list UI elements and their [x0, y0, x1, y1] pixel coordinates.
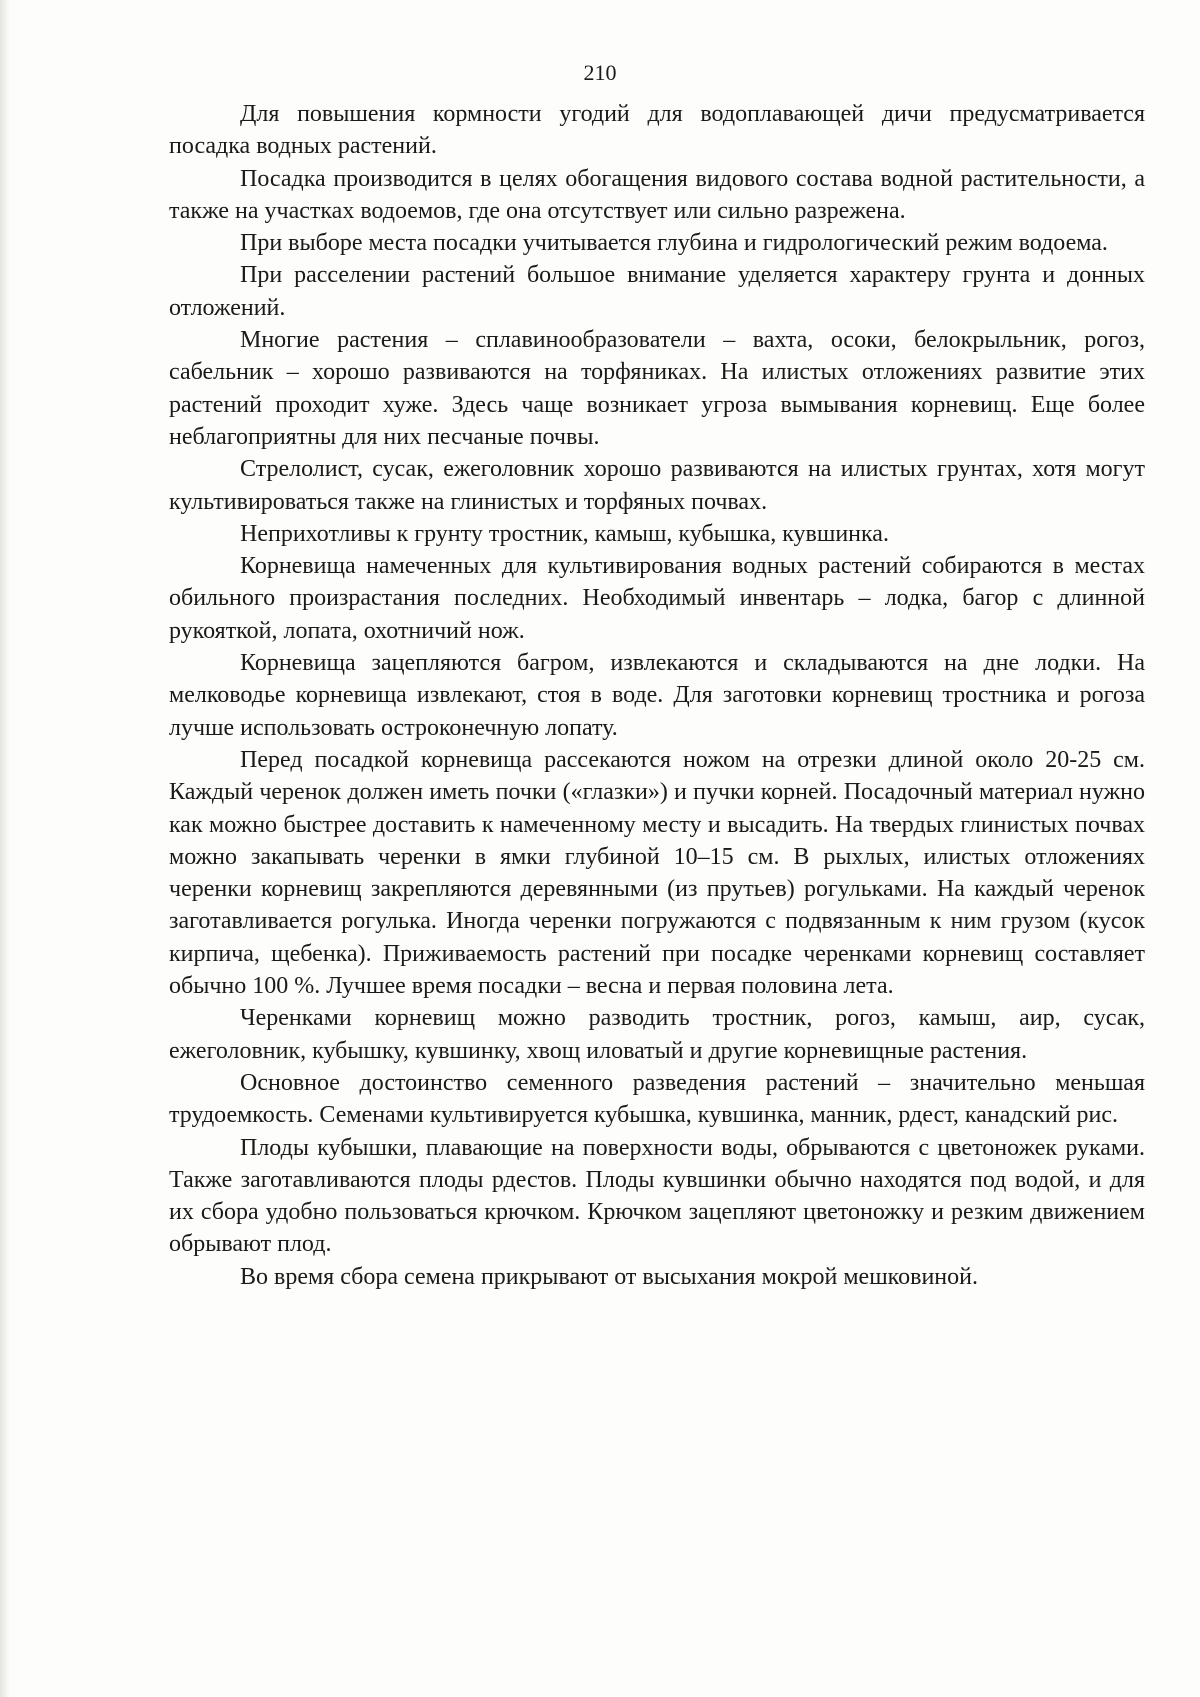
- body-text: [169, 98, 1145, 1293]
- paragraph: При расселении растений большое внимание уделяется характеру грунта и донных отложений.: [169, 262, 1145, 321]
- page-number: 210: [583, 60, 617, 85]
- paragraph: Основное достоинство семенного разведения растений – значительно меньшая трудоемкость. Семенами культивируется кубышка, кувшинка, манник, рдест, канадский рис.: [169, 1069, 1145, 1129]
- paragraph: Для повышения кормности угодий для водоплавающей дичи предусматривается посадка водных растений.: [169, 101, 1145, 160]
- scan-edge: [0, 0, 10, 1697]
- paragraph: Во время сбора семена прикрывают от высыхания мокрой мешковиной.: [240, 1263, 978, 1290]
- paragraph: Многие растения – сплавинообразователи – вахта, осоки, белокрыльник, рогоз, сабельник – хорошо развиваются на торфяниках. На илистых отложениях развитие этих растений проходит хуже. Здесь чаще возникает угроза вымывания корневищ. Еще более неблагоприятны для них песчаные почвы.: [169, 327, 1145, 450]
- paragraph: Черенками корневищ можно разводить тростник, рогоз, камыш, аир, сусак, ежеголовник, кубышку, кувшинку, хвощ иловатый и другие корневищные растения.: [169, 1005, 1145, 1064]
- paragraph: Неприхотливы к грунту тростник, камыш, кубышка, кувшинка.: [240, 520, 889, 547]
- paragraph: При выборе места посадки учитывается глубина и гидрологический режим водоема.: [240, 230, 1108, 257]
- paragraph: Плоды кубышки, плавающие на поверхности воды, обрываются с цветоножек руками. Также заготавливаются плоды рдестов. Плоды кувшинки обычно находятся под водой, и для их сбора удобно пользоваться крючком. Крючком зацепляют цветоножку и резким движением обрывают плод.: [169, 1134, 1145, 1258]
- paragraph: Перед посадкой корневища рассекаются ножом на отрезки длиной около 20-25 см. Каждый черенок должен иметь почки («глазки») и пучки корней. Посадочный материал нужно как можно быстрее доставить к намеченному месту и высадить. На твердых глинистых почвах можно закапывать черенки в ямки глубиной 10–15 см. В рыхлых, илистых отложениях черенки корневищ закрепляются деревянными (из прутьев) рогульками. На каждый черенок заготавливается рогулька. Иногда черенки погружаются с подвязанным к ним грузом (кусок кирпича, щебенка). Приживаемость растений при посадке черенками корневищ составляет обычно 100 %. Лучшее время посадки – весна и первая половина лета.: [169, 746, 1145, 1000]
- paragraph: Корневища намеченных для культивирования водных растений собираются в местах обильного произрастания последних. Необходимый инвентарь – лодка, багор с длинной рукояткой, лопата, охотничий нож.: [169, 553, 1145, 644]
- paragraph: Посадка производится в целях обогащения видового состава водной растительности, а также на участках водоемов, где она отсутствует или сильно разрежена.: [169, 165, 1145, 224]
- paragraph: Корневища зацепляются багром, извлекаются и складываются на дне лодки. На мелководье корневища извлекают, стоя в воде. Для заготовки корневищ тростника и рогоза лучше использовать остроконечную лопату.: [169, 650, 1145, 741]
- paragraph: Стрелолист, сусак, ежеголовник хорошо развиваются на илистых грунтах, хотя могут культивироваться также на глинистых и торфяных почвах.: [169, 456, 1145, 515]
